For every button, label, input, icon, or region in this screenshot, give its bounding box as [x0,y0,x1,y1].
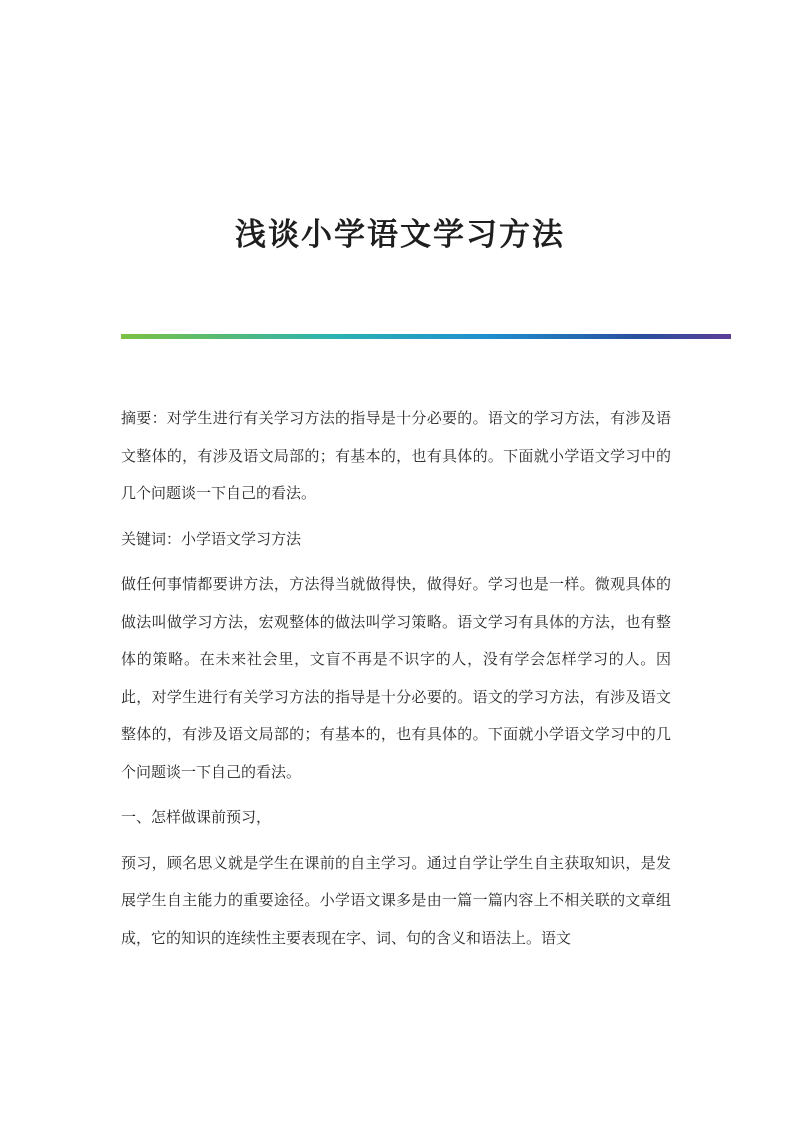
document-body [121,400,671,965]
intro-paragraph: 做任何事情都要讲方法，方法得当就做得快，做得好。学习也是一样。微观具体的做法叫做学习方法，宏观整体的做法叫学习策略。语文学习有具体的方法，也有整体的策略。在未来社会里，文盲不再是不识字的人，没有学会怎样学习的人。因此，对学生进行有关学习方法的指导是十分必要的。语文的学习方法，有涉及语文整体的，有涉及语文局部的；有基本的，也有具体的。下面就小学语文学习中的几个问题谈一下自己的看法。 [121,575,671,781]
keywords-paragraph: 关键词：小学语文学习方法 [121,529,302,548]
section-heading: 一、怎样做课前预习， [121,808,272,826]
abstract-paragraph: 摘要：对学生进行有关学习方法的指导是十分必要的。语文的学习方法，有涉及语文整体的，有涉及语文局部的；有基本的，也有具体的。下面就小学语文学习中的几个问题谈一下自己的看法。 [121,409,671,502]
page-title: 浅谈小学语文学习方法 [235,216,565,253]
section-paragraph: 预习，顾名思义就是学生在课前的自主学习。通过自学让学生自主获取知识，是发展学生自主能力的重要途径。小学语文课多是由一篇一篇内容上不相关联的文章组成，它的知识的连续性主要表现在字、词、句的含义和语法上。语文 [121,853,671,947]
title-divider [121,334,731,339]
